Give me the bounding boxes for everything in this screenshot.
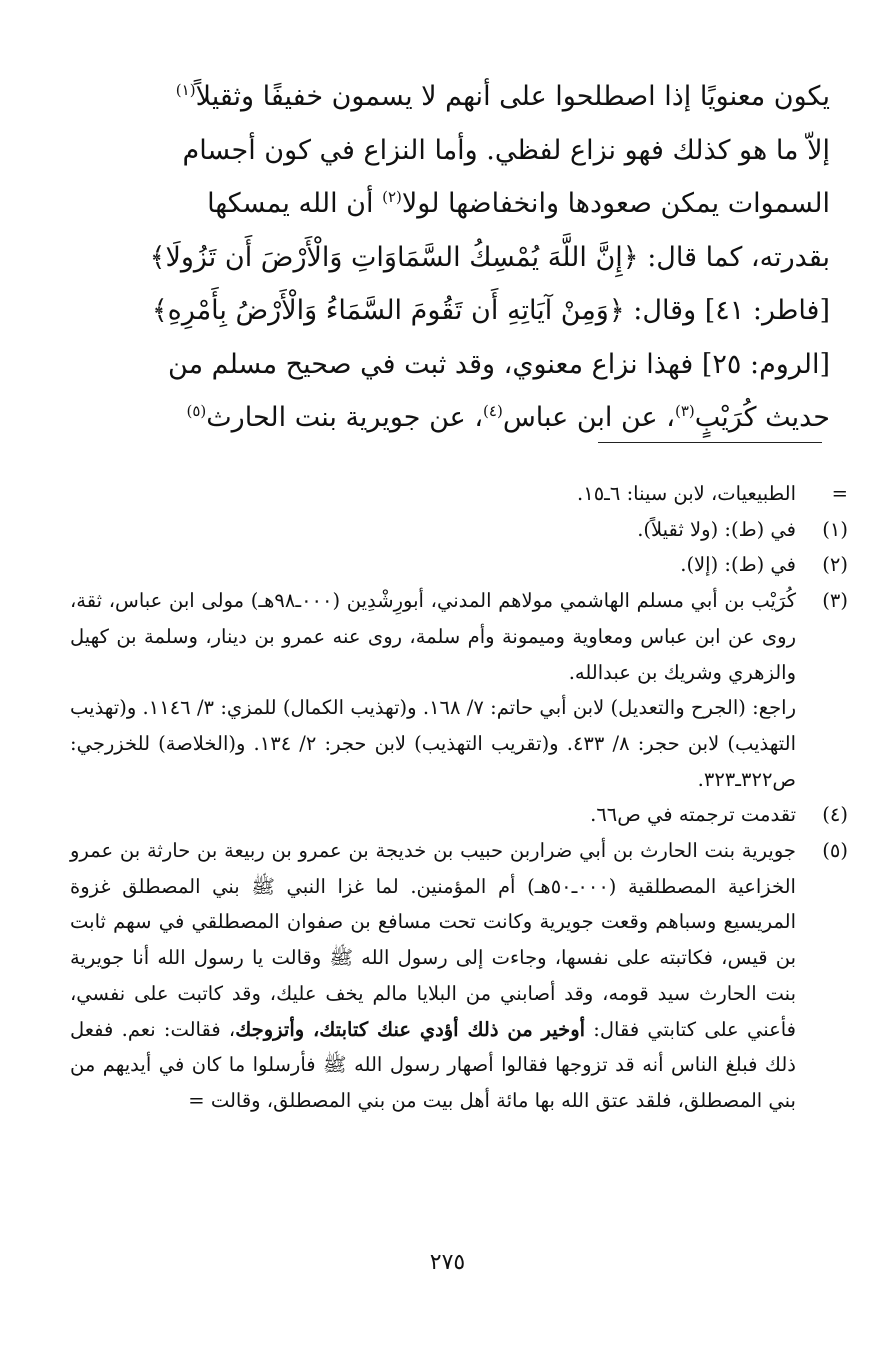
footnote-ref-3[interactable]: (٣) <box>674 402 695 420</box>
footnote-ref-2[interactable]: (٢) <box>382 188 402 206</box>
footnote-1 <box>70 512 848 548</box>
main-line-1 <box>120 70 830 124</box>
main-line-3 <box>120 177 830 231</box>
footnote-5-body <box>70 833 796 1119</box>
footnote-ref-1[interactable]: (١) <box>175 81 196 99</box>
footnote-2-number: (٢) <box>822 553 848 577</box>
main-line-7-text: حديث كُرَيْبٍ <box>694 402 830 433</box>
main-line-3-text: السموات يمكن صعودها وانخفاضها لولا <box>401 188 830 219</box>
footnote-3-body <box>70 583 796 797</box>
main-line-5: [فاطر: ٤١] وقال: ﴿وَمِنْ آيَاتِهِ أَن تَقُومَ السَّمَاءُ وَالْأَرْضُ بِأَمْرِهِ﴾ <box>151 295 830 326</box>
footnote-divider <box>598 442 822 443</box>
footnote-3-text: كُرَيْب بن أبي مسلم الهاشمي مولاهم المدني، أبورِشْدِين (٠٠٠ـ٩٨هـ) مولى ابن عباس، ثقة، روى عن ابن عباس ومعاوية وميمونة وأم سلمة، روى عنه عمرو بن دينار، وسلمة بن كهيل والزهري وشريك بن عبدالله. <box>70 589 796 684</box>
footnote-5-text-b: ، فقالت: نعم. ففعل ذلك فبلغ الناس أنه قد تزوجها فقالوا أصهار رسول الله ﷺ فأرسلوا ما كان في أيديهم من بني المصطلق، فلقد عتق الله بها مائة أهل بيت من بني المصطلق، وقالت = <box>70 1017 796 1112</box>
main-line-4: بقدرته، كما قال: ﴿إِنَّ اللَّهَ يُمْسِكُ السَّمَاوَاتِ وَالْأَرْضَ أَن تَزُولَا﴾ <box>149 241 830 273</box>
footnote-5-number: (٥) <box>822 839 848 863</box>
footnote-5-text-a: جويرية بنت الحارث بن أبي ضراربن حبيب بن خديجة بن عمرو بن ربيعة بن حارثة بن عمرو الخزاعية المصطلقية (٠٠٠ـ٥٠هـ) أم المؤمنين. لما غزا النبي ﷺ بني المصطلق غزوة المريسيع وسباهم وقعت جويرية وكانت تحت مسافع بن صفوان المصطلقي في سهم ثابت بن قيس، فكاتبته على نفسها، وجاءت إلى رسول الله ﷺ وقالت يا رسول الله أنا جويرية بنت الحارث سيد قومه، وقد أصابني من البلايا مالم يخف عليك، وقد كاتبت على نفسي، فأعني على كتابتي فقال: <box>70 839 796 1041</box>
main-line-1-text: يكون معنويًا إذا اصطلحوا على أنهم لا يسمون خفيفًا وثقيلاً <box>195 81 830 112</box>
footnote-5-bold-quote: أوخير من ذلك أؤدي عنك كتابتك، وأتزوجك <box>235 1017 586 1041</box>
footnote-1-number: (١) <box>822 517 848 541</box>
footnote-4-number: (٤) <box>822 803 848 827</box>
footnote-3-references: راجع: (الجرح والتعديل) لابن أبي حاتم: ٧/ ١٦٨. و(تهذيب الكمال) للمزي: ٣/ ١١٤٦. و(تهذيب التهذيب) لابن حجر: ٨/ ٤٣٣. و(تقريب التهذيب) لابن حجر: ٢/ ١٣٤. و(الخلاصة) للخزرجي: ص٣٢٢ـ٣٢٣. <box>70 696 796 791</box>
continuation-marker: = <box>831 482 848 505</box>
footnote-3-number: (٣) <box>822 589 848 613</box>
footnote-ref-5[interactable]: (٥) <box>186 402 207 420</box>
footnote-3 <box>70 583 848 797</box>
footnote-4 <box>70 797 848 833</box>
footnote-1-text: في (ط): (ولا ثقيلاً). <box>637 517 796 541</box>
footnote-continuation <box>70 476 848 512</box>
main-text-block <box>120 70 830 445</box>
main-line-7-mid2: ، عن جويرية بنت الحارث <box>206 402 484 433</box>
main-line-7-mid1: ، عن ابن عباس <box>502 402 675 433</box>
footnote-ref-4[interactable]: (٤) <box>483 402 503 420</box>
footnote-5 <box>70 833 848 1119</box>
main-line-6: [الروم: ٢٥] فهذا نزاع معنوي، وقد ثبت في صحيح مسلم من <box>168 348 830 380</box>
footnote-4-text: تقدمت ترجمته في ص٦٦. <box>590 803 796 827</box>
footnotes-block <box>70 476 848 1119</box>
main-line-2: إلاّ ما هو كذلك فهو نزاع لفظي. وأما النزاع في كون أجسام <box>182 134 830 166</box>
continuation-text: الطبيعيات، لابن سينا: ٦ـ١٥. <box>577 482 796 505</box>
footnote-2-text: في (ط): (إلا). <box>680 553 796 577</box>
page-number: ٢٧٥ <box>429 1250 466 1275</box>
main-line-7 <box>120 391 830 445</box>
main-line-3-tail: أن الله يمسكها <box>207 188 383 219</box>
footnote-2 <box>70 547 848 583</box>
